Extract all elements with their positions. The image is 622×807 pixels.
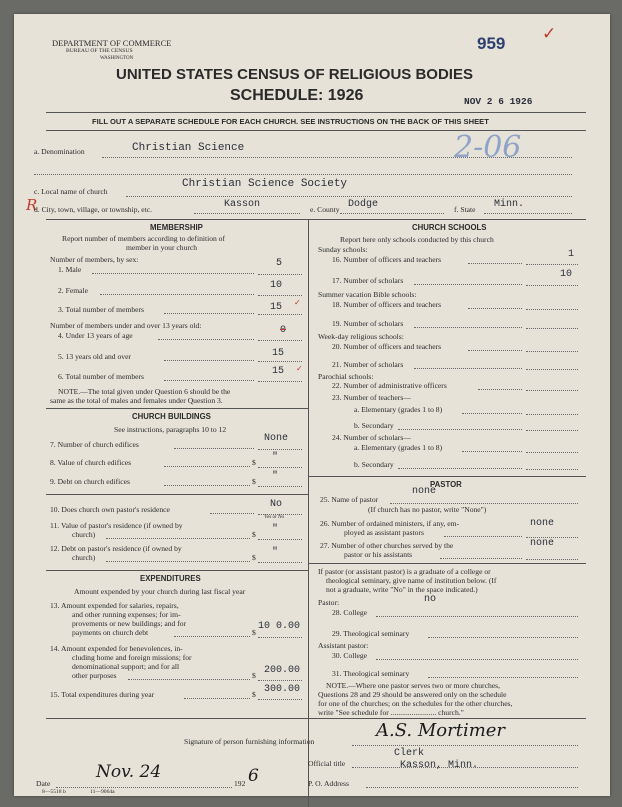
q1-label: 1. Male — [58, 265, 82, 274]
q5-label: 5. 13 years old and over — [58, 352, 131, 361]
q2-dots — [100, 294, 254, 295]
q10-dots — [210, 513, 254, 514]
q25-label: 25. Name of pastor — [320, 495, 379, 504]
membership-intro-1: Report number of members according to definition of — [62, 234, 226, 243]
q16-label: 16. Number of officers and teachers — [332, 255, 442, 264]
sunday-schools-label: Sunday schools: — [318, 245, 368, 254]
pastor-title: PASTOR — [430, 480, 462, 489]
q27-label-1: 27. Number of other churches served by the — [320, 541, 454, 550]
membership-intro-2: member in your church — [126, 243, 198, 252]
q29-answer-line — [428, 637, 578, 638]
q17-answer-line — [526, 285, 578, 286]
signature-line — [352, 745, 578, 746]
q12-dollar: $ — [252, 553, 256, 562]
denomination-line-2 — [34, 174, 572, 175]
signature-value: A.S. Mortimer — [376, 720, 506, 741]
expenditures-title: EXPENDITURES — [140, 574, 201, 583]
q17-label: 17. Number of scholars — [332, 276, 404, 285]
county-label: e. County — [310, 205, 340, 214]
q11-answer-line — [258, 539, 302, 540]
state-value: Minn. — [494, 199, 525, 210]
q24b-dots — [398, 468, 522, 469]
q11-dots — [106, 538, 250, 539]
q7-dots — [174, 448, 254, 449]
q26-dots — [444, 536, 522, 537]
q12-answer-line — [258, 562, 302, 563]
q3-dots — [164, 313, 254, 314]
q21-dots — [414, 368, 522, 369]
q23a-answer-line — [526, 414, 578, 415]
assistant-pastor-sublabel: Assistant pastor: — [318, 641, 369, 650]
membership-note-1: NOTE.—The total given under Question 6 should be the — [58, 387, 231, 396]
q9-dollar: $ — [252, 477, 256, 486]
q5-answer-line — [258, 361, 302, 362]
q23a-label: a. Elementary (grades 1 to 8) — [354, 405, 443, 414]
form-number: 959 — [477, 34, 506, 53]
q14-line-3: denominational support; and for all — [72, 662, 180, 671]
q16-answer-line — [526, 264, 578, 265]
address-line — [366, 787, 578, 788]
q20-answer-line — [526, 351, 578, 352]
q13-line-2: and other running expenses; for im- — [72, 610, 181, 619]
q26-label-2: ployed as assistant pastors — [344, 528, 424, 537]
address-value: Kasson, Minn. — [400, 760, 479, 771]
q1-male-value: 5 — [276, 258, 283, 269]
q23a-dots — [462, 413, 522, 414]
check-mark: ✓ — [542, 24, 557, 43]
buildings-bottom-rule — [46, 570, 308, 571]
q23-label: 23. Number of teachers— — [332, 393, 411, 402]
denomination-label: a. Denomination — [34, 147, 85, 156]
q24-label: 24. Number of scholars— — [332, 433, 411, 442]
q25-pastor-name: none — [412, 486, 437, 497]
q15-value: 300.00 — [264, 684, 301, 695]
q8-label: 8. Value of church edifices — [50, 458, 132, 467]
q3-label: 3. Total number of members — [58, 305, 145, 314]
address-label: P. O. Address — [308, 779, 349, 788]
q4-answer-line — [258, 340, 302, 341]
q10-hint: Yes or No — [264, 515, 285, 520]
q12-value: " — [272, 547, 279, 558]
q14-line-2: cluding home and foreign missions; for — [72, 653, 192, 662]
q24a-dots — [462, 451, 522, 452]
q7-edifices-value: None — [264, 433, 289, 444]
q15-answer-line — [258, 699, 302, 700]
pastor-note-3: for one of the churches; on the schedules for the other churches, — [318, 699, 513, 708]
state-line — [484, 213, 572, 214]
q16-value: 1 — [568, 249, 575, 260]
q6-label: 6. Total number of members — [58, 372, 145, 381]
department-name: DEPARTMENT OF COMMERCE — [52, 38, 172, 48]
buildings-subtitle: See instructions, paragraphs 10 to 12 — [114, 425, 227, 434]
q8-value: " — [272, 452, 279, 463]
q13-dots — [174, 636, 250, 637]
q14-dots — [128, 679, 250, 680]
date-value: Nov. 24 — [96, 762, 162, 782]
q9-dots — [164, 485, 250, 486]
q6-total-value: 15 — [272, 366, 285, 377]
q15-dots — [184, 698, 250, 699]
q23b-answer-line — [526, 430, 578, 431]
q8-dots — [164, 466, 250, 467]
q13-dollar: $ — [252, 628, 256, 637]
q14-line-4: other purposes — [72, 671, 117, 680]
q11-label-1: 11. Value of pastor's residence (if owned by — [50, 521, 183, 530]
q24a-answer-line — [526, 452, 578, 453]
q14-dollar: $ — [252, 671, 256, 680]
q12-label-2: church) — [72, 553, 96, 562]
q24b-answer-line — [526, 469, 578, 470]
q20-label: 20. Number of officers and teachers — [332, 342, 442, 351]
state-label: f. State — [454, 205, 476, 214]
official-title-label: Official title — [308, 759, 346, 768]
header-rule-top — [46, 112, 586, 113]
q12-label-1: 12. Debt on pastor's residence (if owned by — [50, 544, 182, 553]
q8-answer-line — [258, 467, 302, 468]
q11-value: " — [272, 524, 279, 535]
q12-dots — [106, 561, 250, 562]
q31-label: 31. Theological seminary — [332, 669, 410, 678]
q23b-dots — [398, 429, 522, 430]
pastor-sublabel: Pastor: — [318, 598, 340, 607]
q2-female-value: 10 — [270, 280, 283, 291]
membership-bottom-rule — [46, 408, 308, 409]
date-label: Date — [36, 779, 51, 788]
q17-value: 10 — [560, 269, 573, 280]
q30-label: 30. College — [332, 651, 368, 660]
classification-code: 2-06 — [454, 130, 522, 165]
membership-note-2: same as the total of males and females under Question 3. — [50, 396, 223, 405]
q14-value: 200.00 — [264, 665, 301, 676]
q19-answer-line — [526, 328, 578, 329]
form-title: UNITED STATES CENSUS OF RELIGIOUS BODIES — [116, 66, 473, 83]
county-value: Dodge — [348, 199, 379, 210]
q4-label: 4. Under 13 years of age — [58, 331, 133, 340]
q14-answer-line — [258, 680, 302, 681]
q7-answer-line — [258, 449, 302, 450]
q8-dollar: $ — [252, 458, 256, 467]
form-code-2: 11—9064a — [90, 789, 115, 795]
received-date-stamp: NOV 2 6 1926 — [464, 96, 533, 107]
official-title-value: Clerk — [394, 748, 425, 759]
q18-dots — [468, 308, 522, 309]
q13-line-1: 13. Amount expended for salaries, repairs, — [50, 601, 179, 610]
q18-answer-line — [526, 309, 578, 310]
graduate-intro-3: not a graduate, write "No" in the space indicated.) — [326, 585, 478, 594]
q6-dots — [164, 380, 254, 381]
q2-label: 2. Female — [58, 286, 88, 295]
local-name-value: Christian Science Society — [182, 178, 348, 190]
year-suffix: 6 — [248, 766, 259, 786]
q19-label: 19. Number of scholars — [332, 319, 404, 328]
q27-value: none — [530, 538, 555, 549]
schedule-year: SCHEDULE: 1926 — [230, 87, 364, 104]
q6-answer-line — [258, 381, 302, 382]
q2-answer-line — [258, 295, 302, 296]
pastor-note-2: Questions 28 and 29 should be answered only on the schedule — [318, 690, 507, 699]
table-bottom-rule — [46, 718, 586, 719]
q7-label: 7. Number of church edifices — [50, 440, 139, 449]
city-label: d. City, town, village, or township, etc. — [34, 205, 153, 214]
q16-dots — [468, 263, 522, 264]
q22-label: 22. Number of administrative officers — [332, 381, 447, 390]
q9-label: 9. Debt on church edifices — [50, 477, 130, 486]
graduate-intro-1: If pastor (or assistant pastor) is a graduate of a college or — [318, 567, 491, 576]
q27-label-2: pastor or his assistants — [344, 550, 413, 559]
q1-dots — [92, 273, 254, 274]
graduate-intro-2: theological seminary, give name of institution below. (If — [326, 576, 497, 585]
county-line — [340, 213, 444, 214]
q5-13-and-over-value: 15 — [272, 348, 285, 359]
q27-dots — [440, 558, 522, 559]
q10-label: 10. Does church own pastor's residence — [50, 505, 170, 514]
q18-label: 18. Number of officers and teachers — [332, 300, 442, 309]
q24b-label: b. Secondary — [354, 460, 394, 469]
q30-answer-line — [376, 659, 578, 660]
table-top-rule — [46, 219, 586, 220]
q25-answer-line — [390, 503, 578, 504]
q17-dots — [414, 284, 522, 285]
expenditures-subtitle: Amount expended by your church during last fiscal year — [74, 587, 246, 596]
census-schedule-form — [14, 14, 610, 796]
q9-value: " — [272, 471, 279, 482]
q28-answer-line — [376, 616, 578, 617]
bureau-name: BUREAU OF THE CENSUS — [66, 48, 133, 54]
year-prefix: 192 — [234, 779, 246, 788]
q4-under-13-value: 0 — [280, 325, 287, 336]
date-line — [56, 787, 232, 788]
q3-check: ✓ — [294, 298, 301, 307]
q21-answer-line — [526, 369, 578, 370]
q5-dots — [164, 360, 254, 361]
buildings-title: CHURCH BUILDINGS — [132, 412, 211, 421]
buildings-mid-rule — [46, 494, 308, 495]
q13-line-3: provements or new buildings; and for — [72, 619, 187, 628]
q15-dollar: $ — [252, 690, 256, 699]
q9-answer-line — [258, 486, 302, 487]
q4-dots — [158, 339, 254, 340]
q13-value: 10 0.00 — [258, 621, 301, 632]
q14-line-1: 14. Amount expended for benevolences, in- — [50, 644, 183, 653]
q22-dots — [478, 389, 522, 390]
parochial-schools-label: Parochial schools: — [318, 372, 374, 381]
weekday-schools-label: Week-day religious schools: — [318, 332, 404, 341]
local-name-label: c. Local name of church — [34, 187, 108, 196]
q31-answer-line — [428, 677, 578, 678]
q10-residence-value: No — [270, 499, 283, 510]
q22-answer-line — [526, 390, 578, 391]
members-by-sex-label: Number of members, by sex: — [50, 255, 139, 264]
bureau-city: WASHINGTON — [100, 56, 134, 61]
membership-title: MEMBERSHIP — [150, 223, 203, 232]
q11-label-2: church) — [72, 530, 96, 539]
q1-answer-line — [258, 274, 302, 275]
q25-hint: (If church has no pastor, write "None") — [368, 505, 487, 514]
instruction-line: FILL OUT A SEPARATE SCHEDULE FOR EACH CHURCH. SEE INSTRUCTIONS ON THE BACK OF THIS SHEET — [92, 117, 489, 126]
schools-title: CHURCH SCHOOLS — [412, 223, 487, 232]
q28-college-value: no — [424, 594, 437, 605]
q28-label: 28. College — [332, 608, 368, 617]
local-name-line — [126, 196, 572, 197]
schools-intro: Report here only schools conducted by this church — [340, 235, 494, 244]
denomination-value: Christian Science — [132, 142, 245, 154]
q6-check: ✓ — [296, 364, 303, 373]
members-by-age-label: Number of members under and over 13 years old: — [50, 321, 202, 330]
pastor-note-1: NOTE.—Where one pastor serves two or more churches, — [326, 681, 500, 690]
q13-answer-line — [258, 637, 302, 638]
pastor-mid-rule — [308, 563, 586, 564]
q27-answer-line — [526, 559, 578, 560]
pastor-note-4: write "See schedule for ........................ church." — [318, 708, 464, 717]
r-mark: R — [26, 196, 38, 214]
q3-total-value: 15 — [270, 302, 283, 313]
signature-label: Signature of person furnishing information — [184, 737, 315, 746]
city-line — [194, 213, 300, 214]
q11-dollar: $ — [252, 530, 256, 539]
form-code-1: 8—5518 b — [42, 789, 66, 795]
city-value: Kasson — [224, 199, 261, 210]
q15-label: 15. Total expenditures during year — [50, 690, 155, 699]
q26-label-1: 26. Number of ordained ministers, if any, em- — [320, 519, 460, 528]
q23b-label: b. Secondary — [354, 421, 394, 430]
q19-dots — [414, 327, 522, 328]
summer-schools-label: Summer vacation Bible schools: — [318, 290, 417, 299]
q13-line-4: payments on church debt — [72, 628, 149, 637]
q24a-label: a. Elementary (grades 1 to 8) — [354, 443, 443, 452]
q21-label: 21. Number of scholars — [332, 360, 404, 369]
q26-value: none — [530, 518, 555, 529]
q29-label: 29. Theological seminary — [332, 629, 410, 638]
schools-bottom-rule — [308, 476, 586, 477]
q20-dots — [468, 350, 522, 351]
q3-answer-line — [258, 314, 302, 315]
